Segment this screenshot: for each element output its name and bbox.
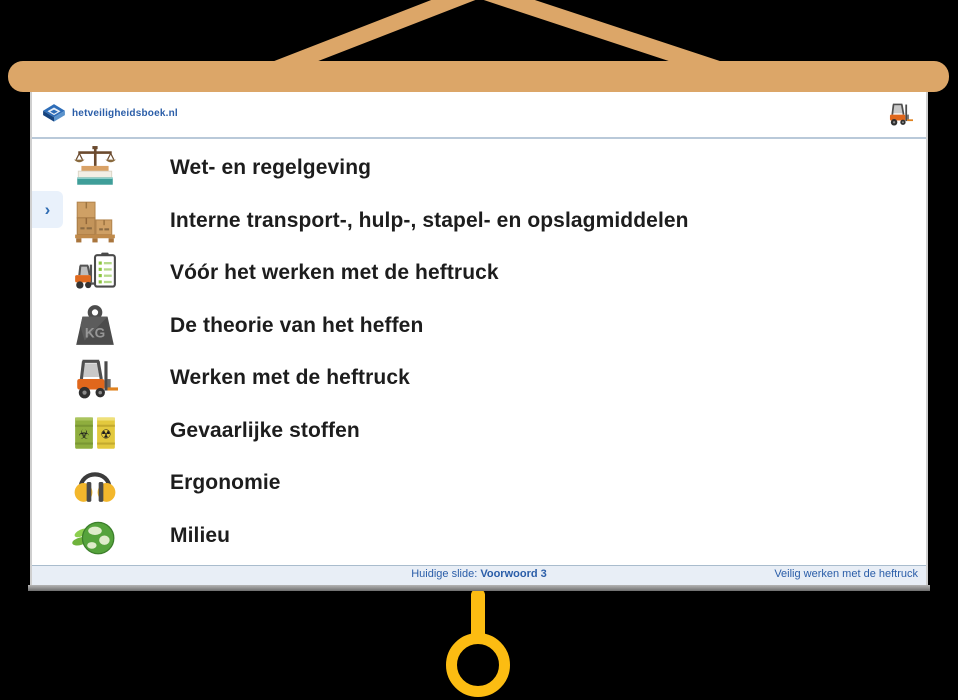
menu-item-wet-en-regelgeving[interactable] [32, 142, 926, 195]
menu-item-milieu[interactable] [32, 510, 926, 563]
menu-item-label: Wet- en regelgeving [170, 156, 372, 180]
brand-logo-link[interactable] [42, 104, 178, 124]
forklift-icon [72, 355, 118, 401]
svg-text:KG: KG [84, 325, 106, 341]
svg-text:☢: ☢ [100, 426, 112, 442]
svg-text:☣: ☣ [78, 426, 90, 442]
menu-item-label: Interne transport-, hulp-, stapel- en opslagmiddelen [170, 208, 689, 232]
menu-item-label: Ergonomie [170, 471, 281, 495]
menu-item-label: De theorie van het heffen [170, 313, 424, 337]
hazard-barrels-icon [72, 408, 118, 454]
projector-screen [30, 88, 928, 585]
menu-item-ergonomie[interactable] [32, 457, 926, 510]
menu-item-theorie-heffen[interactable] [32, 300, 926, 353]
menu-item-gevaarlijke-stoffen[interactable] [32, 405, 926, 458]
current-slide-label: Huidige slide: [411, 568, 478, 580]
sidebar-expand-button[interactable] [32, 191, 63, 228]
current-slide-value: Voorwoord 3 [480, 568, 547, 580]
kg-weight-icon [72, 303, 118, 349]
brand-name: hetveiligheidsboek.nl [72, 108, 178, 119]
projector-screen-top-bar [8, 61, 949, 92]
forklift-checklist-icon [72, 250, 118, 296]
green-globe-icon [72, 513, 118, 559]
site-header [32, 90, 926, 139]
menu-item-label: Werken met de heftruck [170, 366, 410, 390]
course-title: Veilig werken met de heftruck [774, 568, 918, 580]
pull-ring[interactable] [446, 633, 510, 697]
pallet-boxes-icon [72, 198, 118, 244]
screen-bottom-rail [28, 585, 930, 591]
book-logo-icon [42, 104, 66, 124]
menu-item-label: Gevaarlijke stoffen [170, 418, 360, 442]
menu-item-voor-het-werken[interactable] [32, 247, 926, 300]
menu-item-label: Vóór het werken met de heftruck [170, 261, 499, 285]
forklift-icon [886, 101, 914, 127]
menu-item-werken-met-heftruck[interactable] [32, 352, 926, 405]
menu-item-label: Milieu [170, 523, 231, 547]
menu-item-interne-transport[interactable] [32, 195, 926, 248]
status-bar [32, 565, 926, 585]
ear-protection-icon [72, 460, 118, 506]
chevron-right-icon: › [44, 199, 51, 219]
law-scale-books-icon [72, 145, 118, 191]
chapter-menu [32, 139, 926, 565]
